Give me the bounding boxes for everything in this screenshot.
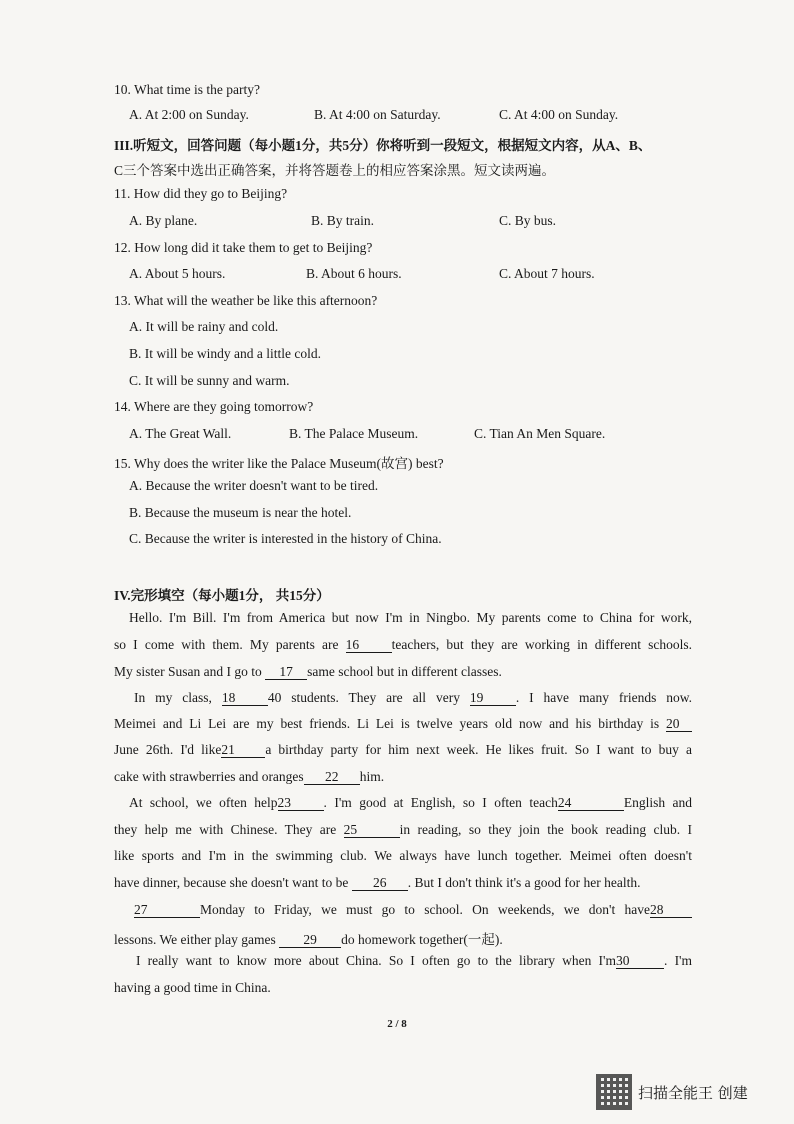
question-13: 13. What will the weather be like this afternoon? bbox=[114, 293, 378, 308]
passage-line-1: Hello. I'm Bill. I'm from America but now I'm in Ningbo. My parents come to China for work, bbox=[129, 610, 692, 625]
passage-line-14: I really want to know more about China. So I often go to the library when I'm30 . I'm bbox=[136, 953, 692, 968]
passage-line-6: June 26th. I'd like21 a birthday party for him next week. He likes fruit. So I want to buy a bbox=[114, 742, 692, 757]
passage-line-4: In my class, 18 40 students. They are all very 19 . I have many friends now. bbox=[134, 690, 692, 705]
blank-28[interactable]: 28 bbox=[650, 903, 692, 918]
blank-22[interactable]: 22 bbox=[304, 770, 360, 785]
option-12b: B. About 6 hours. bbox=[306, 266, 402, 281]
passage-line-2: so I come with them. My parents are 16 teachers, but they are working in different schools. bbox=[114, 637, 693, 652]
option-10a: A. At 2:00 on Sunday. bbox=[129, 107, 249, 122]
option-13a: A. It will be rainy and cold. bbox=[129, 319, 279, 334]
blank-25[interactable]: 25 bbox=[344, 823, 400, 838]
blank-23[interactable]: 23 bbox=[278, 796, 324, 811]
blank-19[interactable]: 19 bbox=[470, 691, 516, 706]
scanner-watermark bbox=[596, 1074, 748, 1110]
blank-18[interactable]: 18 bbox=[222, 691, 268, 706]
page-number: 2 / 8 bbox=[387, 1018, 407, 1030]
passage-line-3: My sister Susan and I go to 17 same school but in different classes. bbox=[114, 664, 502, 679]
option-11c: C. By bus. bbox=[499, 213, 557, 228]
option-11b: B. By train. bbox=[311, 213, 374, 228]
question-12: 12. How long did it take them to get to Beijing? bbox=[114, 240, 373, 255]
option-10b: B. At 4:00 on Saturday. bbox=[314, 107, 441, 122]
option-15a: A. Because the writer doesn't want to be tired. bbox=[129, 478, 379, 493]
option-14a: A. The Great Wall. bbox=[129, 426, 232, 441]
blank-20[interactable]: 20 bbox=[666, 717, 692, 732]
passage-line-8: At school, we often help23 . I'm good at English, so I often teach24 English and bbox=[129, 795, 692, 810]
question-14: 14. Where are they going tomorrow? bbox=[114, 399, 314, 414]
passage-line-11: have dinner, because she doesn't want to be 26 . But I don't think it's a good for her health. bbox=[114, 875, 641, 890]
section-3-instruction-line1: III.听短文，回答问题（每小题1分，共5分）你将听到一段短文，根据短文内容，从A、B、 bbox=[114, 138, 652, 153]
blank-27[interactable]: 27 bbox=[134, 903, 200, 918]
passage-line-13: lessons. We either play games 29 do homework together(一起). bbox=[114, 932, 503, 947]
option-15c: C. Because the writer is interested in the history of China. bbox=[129, 531, 442, 546]
qr-code-icon bbox=[596, 1074, 632, 1110]
passage-line-12: 27 Monday to Friday, we must go to school. On weekends, we don't have28 bbox=[134, 902, 692, 918]
blank-21[interactable]: 21 bbox=[221, 743, 265, 758]
question-15: 15. Why does the writer like the Palace Museum(故宫) best? bbox=[114, 456, 444, 471]
option-15b: B. Because the museum is near the hotel. bbox=[129, 505, 352, 520]
option-14c: C. Tian An Men Square. bbox=[474, 426, 606, 441]
passage-line-9: they help me with Chinese. They are 25 in reading, so they join the book reading club. I bbox=[114, 822, 692, 837]
section-4-title: IV.完形填空（每小题1分， 共15分） bbox=[114, 588, 330, 603]
option-13b: B. It will be windy and a little cold. bbox=[129, 346, 321, 361]
blank-17[interactable]: 17 bbox=[265, 665, 307, 680]
passage-line-7: cake with strawberries and oranges 22 him. bbox=[114, 769, 385, 784]
section-3-instruction-line2: C三个答案中选出正确答案，并将答题卷上的相应答案涂黑。短文读两遍。 bbox=[114, 163, 556, 178]
question-10: 10. What time is the party? bbox=[114, 82, 260, 97]
passage-line-10: like sports and I'm in the swimming club. We always have lunch together. Meimei often doesn't bbox=[114, 848, 692, 863]
option-10c: C. At 4:00 on Sunday. bbox=[499, 107, 619, 122]
option-12a: A. About 5 hours. bbox=[129, 266, 226, 281]
blank-16[interactable]: 16 bbox=[346, 638, 392, 653]
question-11: 11. How did they go to Beijing? bbox=[114, 186, 288, 201]
blank-26[interactable]: 26 bbox=[352, 876, 408, 891]
blank-24[interactable]: 24 bbox=[558, 796, 624, 811]
blank-29[interactable]: 29 bbox=[279, 933, 341, 948]
option-12c: C. About 7 hours. bbox=[499, 266, 595, 281]
option-14b: B. The Palace Museum. bbox=[289, 426, 419, 441]
scanner-label: 扫描全能王 创建 bbox=[638, 1083, 748, 1102]
blank-30[interactable]: 30 bbox=[616, 954, 664, 969]
option-13c: C. It will be sunny and warm. bbox=[129, 373, 290, 388]
passage-line-5: Meimei and Li Lei are my best friends. Li Lei is twelve years old now and his birthday is 20 bbox=[114, 716, 692, 732]
option-11a: A. By plane. bbox=[129, 213, 198, 228]
passage-line-15: having a good time in China. bbox=[114, 980, 271, 995]
